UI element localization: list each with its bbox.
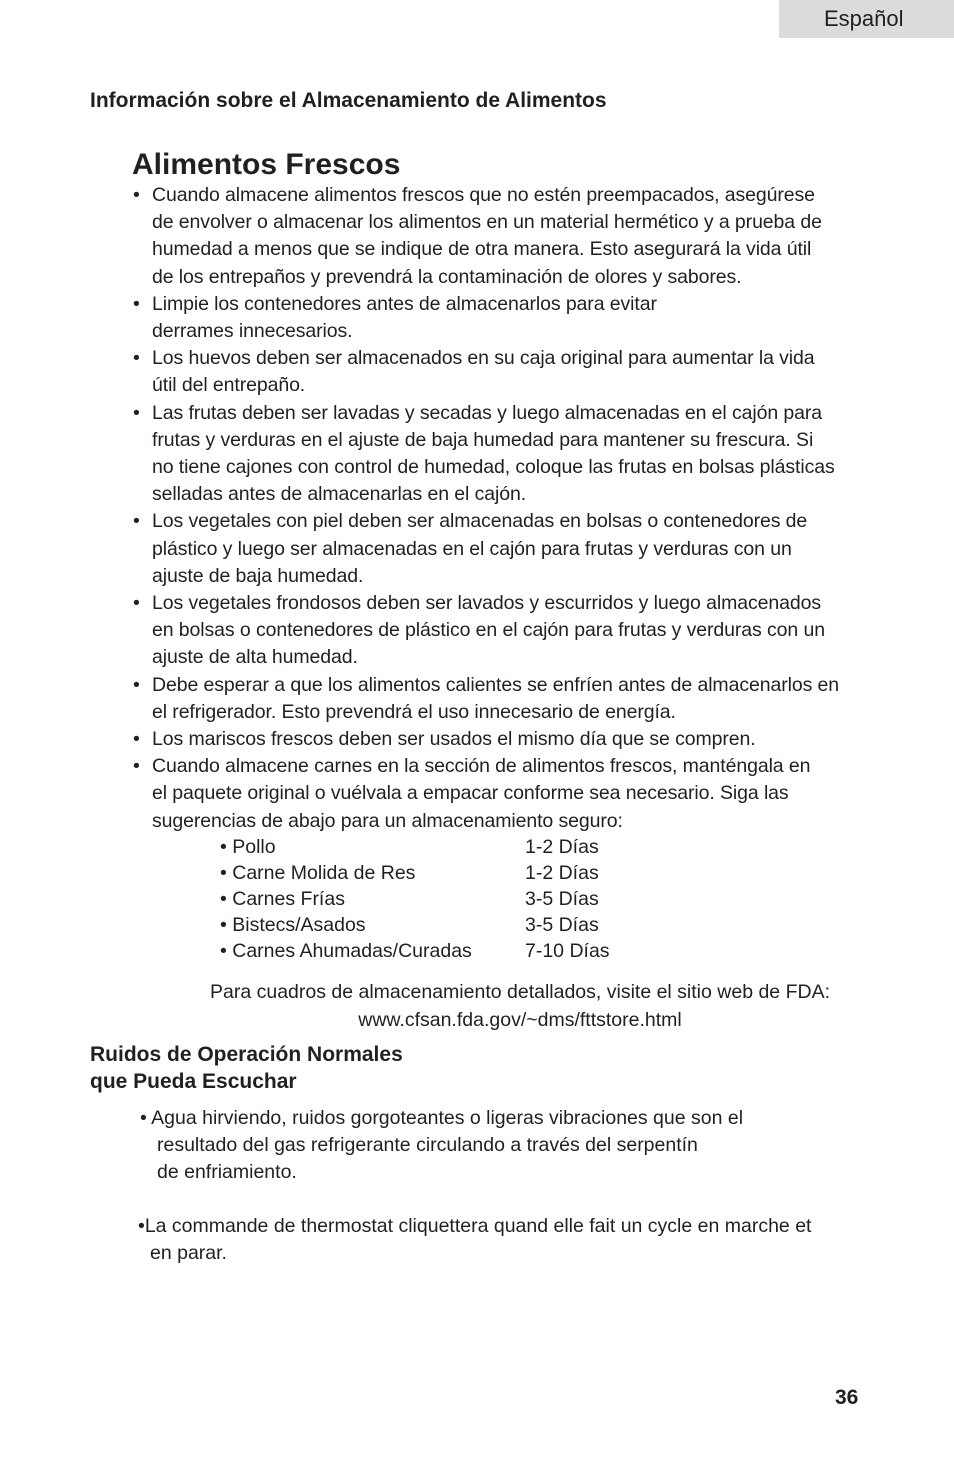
table-row: [220, 938, 680, 964]
page-number: 36: [835, 1386, 859, 1409]
list-item: • Limpie los contenedores antes de almacenarlos para evitar derrames innecesarios.: [133, 291, 893, 345]
meat-name: • Bistecs/Asados: [220, 912, 525, 938]
language-tab: Español: [779, 0, 954, 38]
meat-storage-table: [220, 834, 680, 964]
section-title-food-storage: Información sobre el Almacenamiento de Alimentos: [90, 89, 607, 112]
meat-days: 3-5 Días: [525, 888, 599, 910]
section-title-noises: Ruidos de Operación Normales que Pueda Escuchar: [90, 1043, 403, 1093]
meat-days: 1-2 Días: [525, 862, 599, 884]
table-row: [220, 860, 680, 886]
list-item: • Los vegetales frondosos deben ser lavados y escurridos y luego almacenados en bolsas o contenedores de plástico en el cajón para frutas y verduras con un ajuste de alta humedad.: [133, 590, 893, 672]
list-item: • Las frutas deben ser lavadas y secadas y luego almacenadas en el cajón para frutas y verduras en el ajuste de baja humedad para mantener su frescura. Si no tiene cajones con control de humedad, coloque las frutas en bolsas plásticas selladas antes de almacenarlas en el cajón.: [133, 400, 893, 509]
list-item: • Los vegetales con piel deben ser almacenadas en bolsas o contenedores de plástico y luego ser almacenadas en el cajón para frutas y verduras con un ajuste de baja humedad.: [133, 508, 893, 590]
fda-note: Para cuadros de almacenamiento detallados, visite el sitio web de FDA:: [210, 981, 830, 1003]
fda-url: www.cfsan.fda.gov/~dms/fttstore.html: [358, 1009, 682, 1031]
meat-name: • Carne Molida de Res: [220, 860, 525, 886]
list-item: • Cuando almacene carnes en la sección de alimentos frescos, manténgala en el paquete original o vuélvala a empacar conforme sea necesario. Siga las sugerencias de abajo para un almacenamiento seguro:: [133, 753, 893, 835]
meat-days: 7-10 Días: [525, 940, 610, 962]
table-row: [220, 886, 680, 912]
list-item: • Los huevos deben ser almacenados en su caja original para aumentar la vida útil del entrepaño.: [133, 345, 893, 399]
meat-name: • Carnes Frías: [220, 886, 525, 912]
list-item: • Debe esperar a que los alimentos calientes se enfríen antes de almacenarlos en el refrigerador. Esto prevendrá el uso innecesario de energía.: [133, 672, 893, 726]
meat-days: 3-5 Días: [525, 914, 599, 936]
meat-days: 1-2 Días: [525, 836, 599, 858]
table-row: [220, 912, 680, 938]
fresh-food-list: [133, 182, 893, 835]
meat-name: • Pollo: [220, 834, 525, 860]
list-item: • Cuando almacene alimentos frescos que no estén preempacados, asegúrese de envolver o almacenar los alimentos en un material hermético y a prueba de humedad a menos que se indique de otra manera. Esto asegurará la vida útil de los entrepaños y prevendrá la contaminación de olores y sabores.: [133, 182, 893, 291]
noise-item-boiling: • Agua hirviendo, ruidos gorgoteantes o ligeras vibraciones que son el resultado del gas refrigerante circulando a través del serpentín de enfriamiento.: [140, 1107, 744, 1183]
noise-item-thermostat: •La commande de thermostat cliquettera quand elle fait un cycle en marche et en parar.: [138, 1215, 812, 1264]
list-item: • Los mariscos frescos deben ser usados el mismo día que se compren.: [133, 726, 893, 753]
meat-name: • Carnes Ahumadas/Curadas: [220, 938, 525, 964]
fresh-food-title: Alimentos Frescos: [132, 148, 401, 181]
table-row: [220, 834, 680, 860]
